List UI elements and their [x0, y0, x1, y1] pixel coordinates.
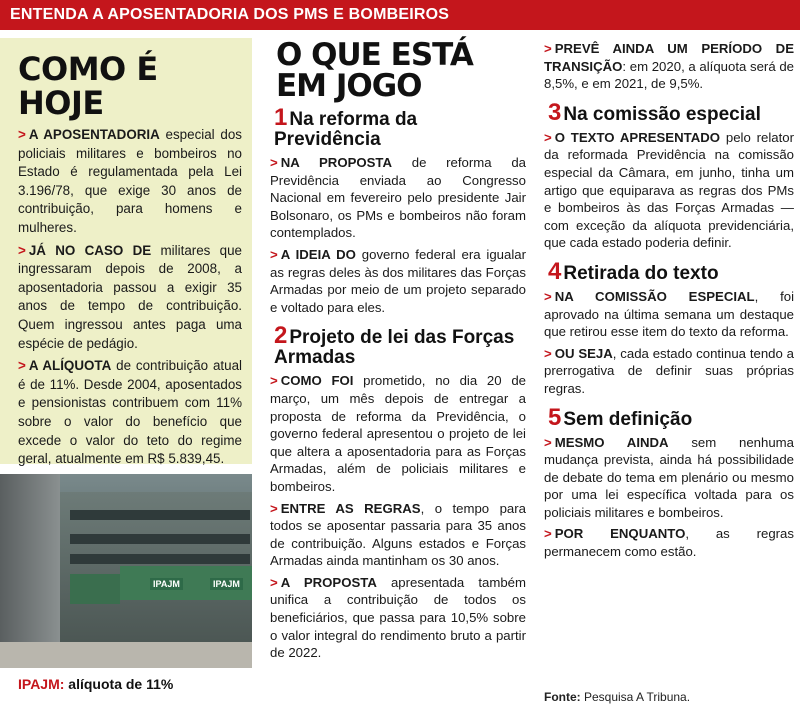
window-strip [70, 554, 250, 564]
bullet-icon: > [544, 345, 552, 361]
bullet-icon: > [270, 373, 278, 389]
section-heading: 3 Na comissão especial [548, 98, 761, 126]
right-column [544, 40, 794, 565]
bullet-icon: > [270, 246, 278, 262]
bullet-icon: > [18, 242, 26, 258]
section-paragraph: > POR ENQUANTO, as regras permanecem como estão. [544, 526, 794, 560]
building-sign: IPAJM [150, 578, 183, 590]
current-situation-title: COMO É HOJE [18, 50, 158, 122]
section-heading: 2 Projeto de lei das Forças Armadas [274, 322, 515, 369]
bullet-icon: > [18, 358, 26, 374]
bullet-icon: > [544, 288, 552, 304]
window-strip [70, 510, 250, 520]
section-paragraph: > O TEXTO APRESENTADO pelo relator da reformada Previdência na comissão especial da Câmara, em junho, tinha um artigo que equiparava as regras dos PMs e bombeiros às das Forças Armadas — com exceção da alíquota previdenciária, que cada estado poderia definir. [544, 129, 795, 251]
section-paragraph: > A IDEIA DO governo federal era igualar as regras deles às dos militares das Forças Armadas por meio de um projeto separado e voltado para eles. [270, 246, 526, 315]
section-paragraph: > PREVÊ AINDA UM PERÍODO DE TRANSIÇÃO: em 2020, a alíquota será de 8,5%, e em 2021, de 9,5%. [544, 41, 794, 92]
bullet-icon: > [18, 127, 26, 142]
middle-column [270, 37, 527, 666]
building-sign: IPAJM [210, 578, 243, 590]
page-banner: ENTENDA A APOSENTADORIA DOS PMS E BOMBEIROS [0, 0, 800, 30]
section-paragraph: > NA PROPOSTA de reforma da Previdência enviada ao Congresso Nacional em fevereiro pelo presidente Jair Bolsonaro, os PMs e bombeiros não foram contemplados. [270, 155, 527, 241]
left-paragraph: > A ALÍQUOTA de contribuição atual é de 11%. Desde 2004, aposentados e pensionistas contribuem com 11% sobre o valor do benefício que excede o valor do teto do regime geral, atualmente em R$ 5.839,45. [18, 358, 243, 467]
photo-caption: IPAJM: alíquota de 11% [18, 676, 174, 692]
section-paragraph: > COMO FOI prometido, no dia 20 de março, um mês depois de entregar a proposta de reforma da Previdência, o governo federal apresentou o projeto de lei que altera a aposentadoria para as Forças Armadas, além de policiais militares e bombeiros. [270, 373, 526, 494]
section-heading: 5 Sem definição [548, 403, 693, 431]
section-paragraph: > ENTRE AS REGRAS, o tempo para todos se aposentar passaria para 35 anos de contribuição. Alguns estados e Forças Armadas ainda mantinham os 30 anos. [270, 500, 526, 569]
bullet-icon: > [544, 41, 552, 56]
bullet-icon: > [270, 155, 278, 170]
bullet-icon: > [544, 526, 552, 542]
source-credit: Fonte: Pesquisa A Tribuna. [544, 690, 691, 704]
ipajm-building-photo [0, 474, 252, 668]
section-paragraph: > NA COMISSÃO ESPECIAL, foi aprovado na última semana um destaque que retirou esse item do texto da reforma. [544, 288, 794, 340]
left-paragraph: > JÁ NO CASO DE militares que ingressaram depois de 2008, a aposentadoria passou a exigir 35 anos de tempo de contribuição. Quem ingressou antes paga uma espécie de pedágio. [18, 242, 242, 351]
sidewalk [0, 642, 252, 668]
column-structure [0, 474, 60, 668]
green-awning [70, 574, 120, 604]
left-paragraph: > A APOSENTADORIA especial dos policiais militares e bombeiros no Estado é regulamentada pela Lei 3.196/78, que exige 30 anos de contribuição, para homens e mulheres. [18, 127, 242, 235]
bullet-icon: > [270, 500, 278, 516]
bullet-icon: > [544, 129, 552, 145]
bullet-icon: > [544, 434, 552, 450]
bullet-icon: > [270, 574, 278, 590]
section-heading: 4 Retirada do texto [548, 257, 719, 285]
current-situation-panel [0, 38, 252, 467]
section-paragraph: > A PROPOSTA apresentada também unifica a contribuição de todos os beneficiários, que passa para 10,5% sobre o valor integral do rendimento bruto a partir de 2022. [270, 574, 526, 661]
window-strip [70, 534, 250, 544]
left-column [0, 38, 252, 714]
section-paragraph: > OU SEJA, cada estado continua tendo a prerrogativa de definir suas próprias regras. [544, 345, 794, 396]
section-paragraph: > MESMO AINDA sem nenhuma mudança prevista, ainda há possibilidade de debate do tema em plenário ou mesmo por uma lei específica voltada para os policiais militares e bombeiros. [544, 434, 794, 520]
section-heading: 1 Na reforma da Previdência [274, 104, 418, 150]
whats-at-stake-title: O QUE ESTÁ EM JOGO [276, 37, 473, 104]
